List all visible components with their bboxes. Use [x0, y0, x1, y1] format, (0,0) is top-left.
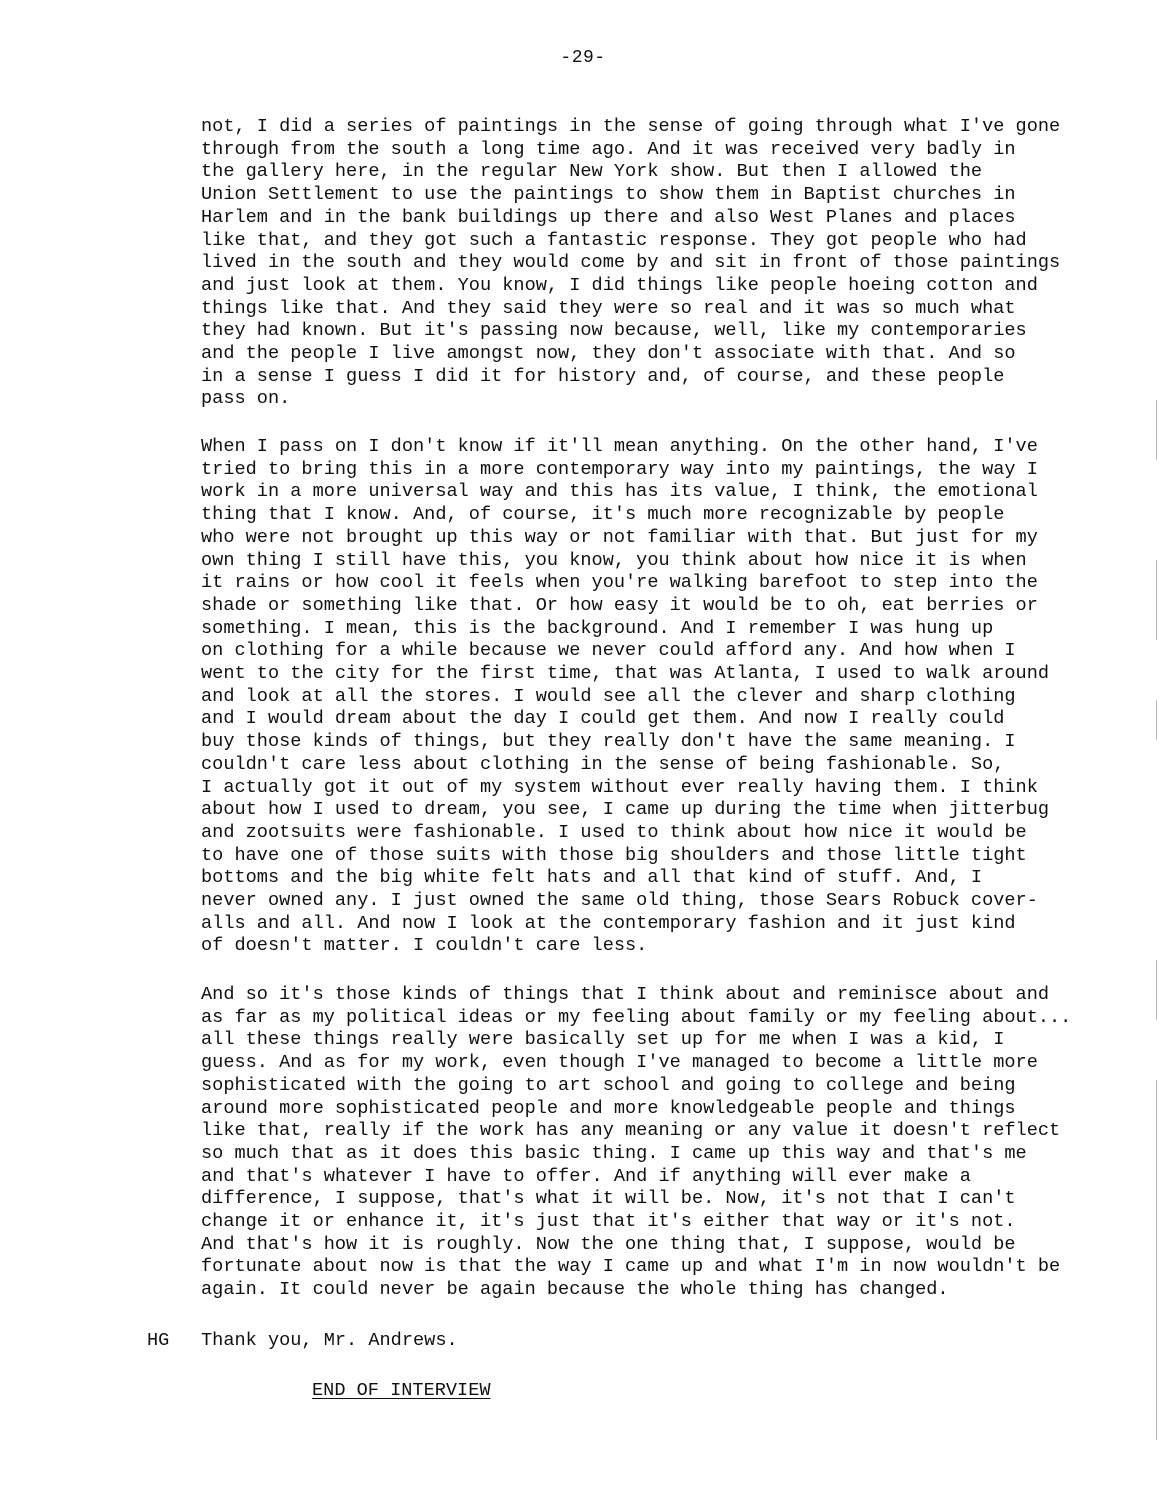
end-of-interview-heading: END OF INTERVIEW — [312, 1380, 491, 1401]
closing-line — [147, 1330, 458, 1353]
text-line: When I pass on I don't know if it'll mean anything. On the other hand, I've — [201, 436, 1038, 457]
text-line: fortunate about now is that the way I came up and what I'm in now wouldn't be — [201, 1256, 1061, 1278]
text-line: shade or something like that. Or how easy it would be to oh, eat berries or — [201, 594, 1038, 616]
text-line: and the people I live amongst now, they don't associate with that. And so — [201, 343, 1016, 365]
text-line: And so it's those kinds of things that I think about and reminisce about and — [201, 984, 1050, 1005]
text-line: who were not brought up this way or not familiar with that. But just for my — [201, 526, 1038, 548]
paragraph-1 — [201, 116, 1060, 411]
text-line: things like that. And they said they were so real and it was so much what — [201, 297, 1016, 319]
speaker-label: HG — [147, 1330, 170, 1351]
paragraph-2 — [201, 436, 1049, 958]
text-line: lived in the south and they would come by and sit in front of those paintings — [201, 252, 1061, 274]
text-line: all these things really were basically set up for me when I was a kid, I — [201, 1029, 1005, 1051]
text-line: Union Settlement to use the paintings to show them in Baptist churches in — [201, 184, 1016, 206]
text-line: like that, and they got such a fantastic response. They got people who had — [201, 229, 1027, 251]
text-line: buy those kinds of things, but they really don't have the same meaning. I — [201, 731, 1016, 753]
text-line: again. It could never be again because the whole thing has changed. — [201, 1279, 949, 1301]
text-line: own thing I still have this, you know, you think about how nice it is when — [201, 549, 1027, 571]
text-line: couldn't care less about clothing in the sense of being fashionable. So, — [201, 753, 1005, 775]
text-line: never owned any. I just owned the same old thing, those Sears Robuck cover- — [201, 890, 1038, 912]
text-line: I actually got it out of my system without ever really having them. I think — [201, 776, 1038, 798]
page-number: -29- — [560, 48, 606, 68]
text-line: bottoms and the big white felt hats and all that kind of stuff. And, I — [201, 867, 983, 889]
scan-mark — [1156, 960, 1157, 1020]
text-line: change it or enhance it, it's just that it's either that way or it's not. — [201, 1211, 1016, 1233]
text-line: to have one of those suits with those big shoulders and those little tight — [201, 844, 1027, 866]
text-line: it rains or how cool it feels when you're walking barefoot to step into the — [201, 572, 1038, 594]
text-line: something. I mean, this is the background. And I remember I was hung up — [201, 617, 994, 639]
paragraph-3 — [201, 984, 1071, 1302]
text-line: through from the south a long time ago. And it was received very badly in — [201, 138, 1016, 160]
scan-mark — [1156, 700, 1157, 740]
text-line: work in a more universal way and this has its value, I think, the emotional — [201, 481, 1038, 503]
text-line: thing that I know. And, of course, it's much more recognizable by people — [201, 504, 1005, 526]
text-line: Harlem and in the bank buildings up there and also West Planes and places — [201, 206, 1016, 228]
text-line: on clothing for a while because we never could afford any. And how when I — [201, 640, 1016, 662]
text-line: tried to bring this in a more contemporary way into my paintings, the way I — [201, 458, 1038, 480]
text-line: and just look at them. You know, I did things like people hoeing cotton and — [201, 274, 1038, 296]
text-line: in a sense I guess I did it for history and, of course, and these people — [201, 365, 1005, 387]
text-line: the gallery here, in the regular New York show. But then I allowed the — [201, 161, 983, 183]
text-line: not, I did a series of paintings in the sense of going through what I've gone — [201, 116, 1061, 137]
text-line: and zootsuits were fashionable. I used to think about how nice it would be — [201, 821, 1027, 843]
text-line: of doesn't matter. I couldn't care less. — [201, 935, 648, 957]
text-line: as far as my political ideas or my feeling about family or my feeling about... — [201, 1006, 1072, 1028]
text-line: pass on. — [201, 388, 291, 410]
text-line: difference, I suppose, that's what it will be. Now, it's not that I can't — [201, 1188, 1016, 1210]
text-line: and I would dream about the day I could get them. And now I really could — [201, 708, 1005, 730]
text-line: guess. And as for my work, even though I've managed to become a little more — [201, 1052, 1038, 1074]
text-line: and that's whatever I have to offer. And if anything will ever make a — [201, 1165, 971, 1187]
text-line: so much that as it does this basic thing. I came up this way and that's me — [201, 1142, 1027, 1164]
text-line: sophisticated with the going to art school and going to college and being — [201, 1074, 1016, 1096]
text-line: they had known. But it's passing now because, well, like my contemporaries — [201, 320, 1027, 342]
text-line: and look at all the stores. I would see all the clever and sharp clothing — [201, 685, 1016, 707]
text-line: went to the city for the first time, that was Atlanta, I used to walk around — [201, 663, 1050, 685]
text-line: And that's how it is roughly. Now the one thing that, I suppose, would be — [201, 1233, 1016, 1255]
scan-mark — [1156, 400, 1157, 460]
text-line: like that, really if the work has any meaning or any value it doesn't reflect — [201, 1120, 1061, 1142]
scan-mark — [1156, 1080, 1157, 1440]
closing-text: Thank you, Mr. Andrews. — [201, 1330, 458, 1351]
text-line: about how I used to dream, you see, I came up during the time when jitterbug — [201, 799, 1050, 821]
text-line: alls and all. And now I look at the contemporary fashion and it just kind — [201, 912, 1016, 934]
text-line: around more sophisticated people and more knowledgeable people and things — [201, 1097, 1016, 1119]
scan-mark — [1156, 560, 1157, 640]
